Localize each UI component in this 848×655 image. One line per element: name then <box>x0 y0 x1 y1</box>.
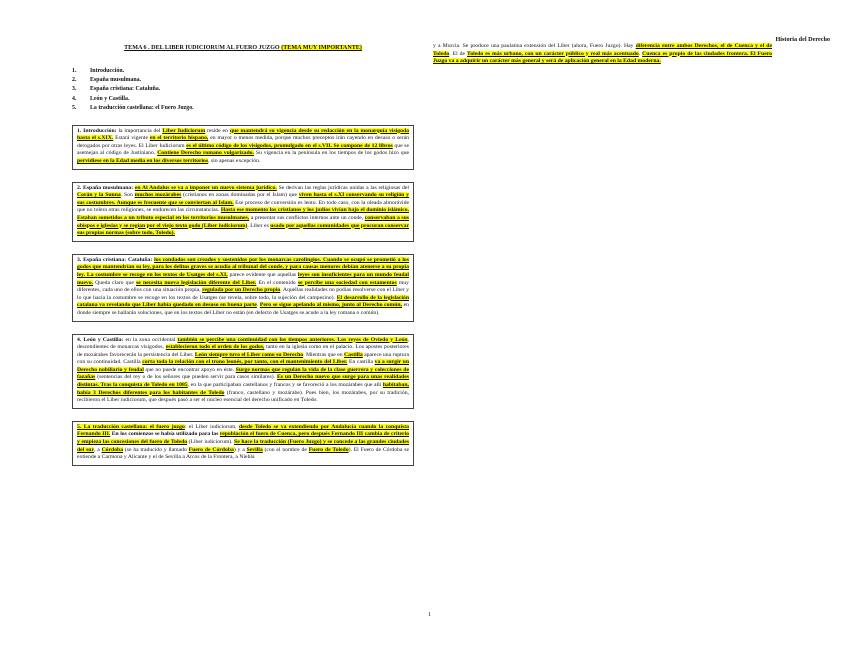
highlighted-text: Castilla <box>344 351 363 358</box>
highlighted-text: los condados son creados y sostenidos por los monarcas carolingios. Cuando se ocupó se prometió a los godos que mantendrían su ley, para los delitos graves se acudía al tribunal del conde, y para causas menores debían atenerse a su propia ley. La costumbre se recoge en los textos de Usatges del s.XI, <box>77 256 409 278</box>
toc-item <box>72 76 414 85</box>
text-segment: . El de <box>449 50 468 57</box>
highlighted-text: establecieron todo el orden de los godos, <box>165 344 265 351</box>
highlighted-text: va a surgir un Derecho nobiliario y feudal <box>77 359 409 373</box>
toc-item-label: León y Castilla. <box>90 95 130 102</box>
toc-item-label: España cristiana: Cataluña. <box>90 86 161 93</box>
toc-item-number: 3. <box>72 86 77 93</box>
text-segment: (cristianos en zonas dominadas por el Islam) que <box>181 192 299 199</box>
highlighted-text: usado por aquellas comunidades que procuran conservar sus propias normas (sobre todo, Toledo). <box>77 222 409 237</box>
section-introduccion <box>72 125 414 170</box>
highlighted-text: Córdoba <box>101 446 124 453</box>
text-segment: que no puede encontrar apoyo en éste. <box>143 366 236 373</box>
text-segment: en mayor o menos medida, porque muchos preceptos irán cayendo en desuso o serán derogados por otras leyes. El Liber Iudiciorum <box>77 135 409 149</box>
toc-item <box>72 67 414 76</box>
text-segment: . Aquellas realidades no podías resolverse con el Liber y lo que hacía la costumbre se recoge en los textos de Usatges (se revela, sobre todo, la sujeción del campesino). <box>77 287 410 301</box>
text-segment: y a Murcia. Se produce una paulatina extensión del Liber (ahora, Fuero Juzgo). Hay <box>433 43 636 49</box>
highlighted-text: repoblación el fuero de Cuenca, pero después Fernando III cambia de criterio y empieza las concesiones del fuero de Toledo <box>77 431 409 446</box>
text-segment: tanto en la iglesia como en el palacio. Los apostes posteriores de mozárabes favorecerán la persistencia del Liber. <box>77 344 409 358</box>
highlighted-text: viven hasta el s.XI conservando su religión y sus costumbres. Aunque es frecuente que se conviertan al Islam. <box>77 192 409 206</box>
text-segment: . <box>638 50 643 57</box>
text-segment: , en la que participaban castellanos y francos y se favoreció a los mozárabes que allí <box>187 382 383 389</box>
section-leon-castilla <box>72 334 414 409</box>
highlighted-text: desde Toledo se va extendiendo por Andalucía cuando la conquista Fernando III. <box>77 423 409 438</box>
table-of-contents <box>72 67 414 114</box>
text-segment: , descendientes de monarcas visigodos, <box>77 336 409 351</box>
text-segment: 1. Introducción: <box>77 127 119 134</box>
toc-item-number: 5. <box>72 105 77 112</box>
toc-item-label: Introducción. <box>90 67 125 74</box>
highlighted-text: es el último código de los visigodos, promulgado en el s.VII. Se compone de 12 libros <box>186 142 393 149</box>
highlighted-text: leyes son insuficientes para un mundo feudal nuevo. <box>77 271 409 286</box>
text-segment: . Liber es <box>247 222 271 229</box>
highlighted-text: habitaban, había 3 Derechos diferentes para los habitantes de Toledo <box>77 382 409 396</box>
text-segment: (se ha traducido y llamado <box>123 446 189 453</box>
text-segment: (Liber iudiciorum). <box>187 439 235 446</box>
text-segment: . Mientras que en <box>303 351 345 358</box>
toc-item <box>72 95 414 104</box>
highlighted-text: Toledo es más urbano, con un carácter público y real más acentuado <box>467 50 639 57</box>
text-segment: en la zona occidental <box>125 336 178 343</box>
toc-item <box>72 85 414 94</box>
toc-item-label: La traducción castellana: el Fuero Juzgo. <box>90 105 194 112</box>
highlighted-text: Pero se sigue apelando al mismo, junto al Derecho común, <box>259 302 403 309</box>
toc-item-number: 2. <box>72 77 77 83</box>
section-espana-musulmana <box>72 182 414 242</box>
highlighted-text: muchos mozárabes <box>134 192 182 199</box>
toc-item-number: 4. <box>72 95 77 102</box>
highlighted-text: conservaban a sus obispos e iglesias y se regían por el viejo texto godo (Liber iudiciorum) <box>77 214 409 229</box>
text-segment: (con el nombre de <box>262 446 309 453</box>
highlighted-text: también se percibe una continuidad con los tiempos anteriores. Los reyes de Oviedo y León <box>177 336 408 343</box>
highlighted-text: Surge normas que regulan la vida de la clase guerrera y colecciones de fazañas <box>77 366 409 381</box>
text-segment: En los comienzos se había utilizado para las <box>110 431 220 438</box>
text-segment: a presentar sus conflictos internos ante un conde, <box>249 214 365 221</box>
text-segment: la importancia del <box>118 127 163 134</box>
highlighted-text: 5. La traducción castellana: el fuero juzgo <box>77 423 185 430</box>
highlighted-text: Fuero de Córdoba <box>188 446 234 453</box>
text-segment: 3. España cristiana: Cataluña: <box>77 256 155 263</box>
highlighted-text: se necesita nueva legislación diferente del Liber. <box>136 279 257 286</box>
highlighted-text: pervidiese en la Edad media en los diversos territorios <box>77 158 209 164</box>
text-segment: 2. España musulmana: <box>77 184 135 191</box>
highlighted-text: corta toda la relación con el trono leonés, por tanto, con el mantenimiento del Liber. <box>142 359 348 366</box>
text-segment: en donde siempre se hallarán soluciones, que en los textos del Liber no están (en defecto de Usatges se acude a la ley romana o común). <box>77 302 409 316</box>
section-fuero-juzgo <box>72 421 414 466</box>
highlighted-text: Cuenca es propio de las ciudades frontera. El Fuero Juzgo va a adquirir un carácter más general y será de aplicación general en la Edad moderna. <box>433 50 772 65</box>
text-segment: . Son <box>120 192 135 199</box>
text-segment: Queda claro que <box>92 279 137 286</box>
right-column-continuation <box>433 43 772 66</box>
text-segment: , a <box>93 446 102 453</box>
highlighted-text: diferencia entre ambos Derechos, el de Cuenca y el de Toledo <box>433 43 772 57</box>
highlighted-text: Se hace la traducción (Fuero Juzgo) y se concede a las grandes ciudades del sur <box>77 439 410 453</box>
title-importance-tag: (TEMA MUY IMPORTANTE) <box>281 45 362 51</box>
text-segment: Estará vigente <box>113 135 150 142</box>
text-segment: parece evidente que aquellas <box>227 271 298 278</box>
toc-item-label: España musulmana. <box>90 77 142 83</box>
text-segment: 4. León y Castilla: <box>77 336 126 343</box>
highlighted-text: Corán y la Sunna <box>77 192 121 199</box>
text-segment: : el Liber iudiciorum, <box>184 423 239 430</box>
text-segment: Se derivan las reglas jurídicas unidas a las religiosas del <box>276 184 409 191</box>
text-segment: reside en <box>205 127 230 134</box>
section-cataluna <box>72 254 414 322</box>
text-segment: aparece una ruptura con su continuidad. Castilla <box>77 351 409 366</box>
text-segment: (sentencias del rey o de los señores que pueden servir para casos similares). <box>95 374 277 381</box>
highlighted-text: que mantendrá su vigencia desde su redacción en la monarquía visigoda hasta el s.XIX. <box>77 127 410 142</box>
text-segment: En el contenido <box>256 279 298 286</box>
text-segment: (franco, castellano y mozárabe). Pues bien, los mozárabes, por su tradición, recibieron el Liber iudiciorum, que después pasó a ser el núcleo esencial del derecho unificado en Toledo. <box>77 389 409 404</box>
highlighted-text: en Al Andalus se va a imponer un nuevo sistema jurídico. <box>134 184 277 191</box>
document-title <box>72 45 414 53</box>
highlighted-text: en el territorio hispano, <box>149 135 209 142</box>
running-header: Historia del Derecho <box>775 36 830 43</box>
title-main: TEMA 6 . DEL LIBER IUDICIORUM AL FUERO JUZGO <box>124 45 282 51</box>
highlighted-text: Fuero de Toledo <box>308 446 349 453</box>
text-segment: Su vigencia en la península en los tiempos de los godos hizo que <box>253 150 409 157</box>
highlighted-text: regulada por un Derecho propio <box>202 287 281 294</box>
left-column <box>72 45 414 478</box>
highlighted-text: León siempre tuvo el Liber como su Derecho <box>194 351 304 358</box>
text-segment: En castilla <box>347 359 375 366</box>
highlighted-text: Sevilla <box>246 446 263 453</box>
highlighted-text: Liber Iudiciorum <box>162 127 206 134</box>
highlighted-text: Es un Derecho nuevo que surge para unas realidades distintas. Tras la conquista de Toledo en 1085 <box>77 374 409 389</box>
highlighted-text: Hasta ese momento los cristianos y los judíos vivían bajo el dominio islámico. Estaban sometidos a un tributo especial en los territorios musulmanes, <box>77 207 409 221</box>
text-segment: Ese proceso de conversión es lento. En todo caso, con la oleada almorávide que no tolera otras religiones, se endurecen las circunstancias. <box>77 199 409 214</box>
highlighted-text: se percibe una sociedad con estamentos <box>297 279 397 286</box>
toc-item <box>72 104 414 113</box>
page-number: 1 <box>428 612 431 618</box>
highlighted-text: Contiene Derecho romano vulgarizado. <box>157 150 254 157</box>
text-segment: ). El Fuero de Córdoba se extiende a Carmona y Alicante y el de Sevilla a Arcos de la Frontera, a Niebla <box>77 446 409 461</box>
text-segment: . <box>256 302 260 309</box>
text-segment: muy diferentes, cada uno de ellos con una situación propia, <box>77 279 409 294</box>
text-segment: , sin apenas excepción. <box>208 158 261 164</box>
text-segment: ) y a <box>233 446 247 453</box>
text-segment: que se asemejan al código de Justiniano. <box>77 142 410 157</box>
highlighted-text: El desarrollo de la legislación catalana va revelando que Liber había quedado en desuso en buena parte <box>77 294 409 309</box>
toc-item-number: 1. <box>72 67 77 74</box>
